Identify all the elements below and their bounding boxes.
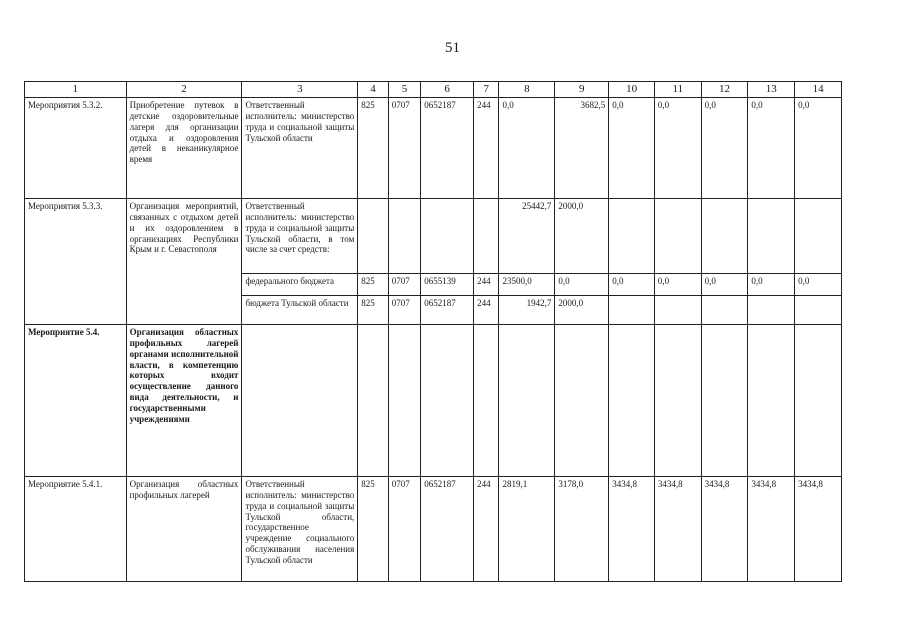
cell-col-7: 244 (474, 274, 499, 296)
column-header: 10 (609, 82, 655, 98)
column-header: 2 (126, 82, 242, 98)
cell-col-8: 1942,7 (499, 296, 555, 325)
cell-col-13: 0,0 (748, 274, 795, 296)
responsible-executor (242, 325, 358, 477)
activity-description: Организация областных профильных лагерей органами исполнительной власти, в компетенцию которых входит осуществление данного вида деятельности, и государственными учреждениями (126, 325, 242, 477)
column-header: 5 (388, 82, 421, 98)
cell-col-13 (748, 325, 795, 477)
cell-col-12 (701, 296, 748, 325)
funding-source-label: федерального бюджета (242, 274, 358, 296)
cell-col-7: 244 (474, 296, 499, 325)
cell-col-5: 0707 (388, 274, 421, 296)
activity-description: Организация мероприятий, связанных с отдыхом детей и их оздоровлением в организациях Республики Крым и г. Севастополя (126, 199, 242, 325)
activity-code: Мероприятие 5.4. (25, 325, 127, 477)
cell-col-4: 825 (358, 98, 388, 199)
cell-col-11 (654, 325, 701, 477)
responsible-executor: Ответственный исполнитель: министерство труда и социальной защиты Тульской области, в том числе за счет средств: (242, 199, 358, 274)
cell-col-11: 0,0 (654, 274, 701, 296)
column-header: 1 (25, 82, 127, 98)
activity-code: Мероприятие 5.4.1. (25, 477, 127, 582)
cell-col-14: 3434,8 (795, 477, 842, 582)
column-header: 13 (748, 82, 795, 98)
cell-col-10: 0,0 (609, 274, 655, 296)
column-header: 6 (421, 82, 474, 98)
cell-col-8 (499, 325, 555, 477)
table-row-5-4 (25, 325, 842, 477)
cell-col-11: 0,0 (654, 98, 701, 199)
column-header: 9 (555, 82, 609, 98)
activity-description: Приобретение путевок в детские оздоровительные лагеря для организации отдыха и оздоровления детей в неканикулярное время (126, 98, 242, 199)
cell-col-6: 0652187 (421, 98, 474, 199)
activity-code: Мероприятия 5.3.2. (25, 98, 127, 199)
cell-col-7: 244 (474, 477, 499, 582)
cell-col-10 (609, 325, 655, 477)
cell-col-8: 0,0 (499, 98, 555, 199)
column-header: 11 (654, 82, 701, 98)
cell-col-6: 0652187 (421, 477, 474, 582)
cell-col-10: 0,0 (609, 98, 655, 199)
column-header: 14 (795, 82, 842, 98)
cell-col-5 (388, 325, 421, 477)
activity-code: Мероприятия 5.3.3. (25, 199, 127, 325)
cell-col-8: 2819,1 (499, 477, 555, 582)
funding-source-label: бюджета Тульской области (242, 296, 358, 325)
cell-col-8: 23500,0 (499, 274, 555, 296)
cell-col-10 (609, 199, 655, 274)
cell-col-6 (421, 325, 474, 477)
cell-col-14: 0,0 (795, 98, 842, 199)
cell-col-7: 244 (474, 98, 499, 199)
cell-col-10 (609, 296, 655, 325)
cell-col-14: 0,0 (795, 274, 842, 296)
cell-col-9 (555, 325, 609, 477)
column-header: 4 (358, 82, 388, 98)
cell-col-9: 3178,0 (555, 477, 609, 582)
column-header: 12 (701, 82, 748, 98)
cell-col-12 (701, 199, 748, 274)
cell-col-7 (474, 325, 499, 477)
cell-col-6: 0652187 (421, 296, 474, 325)
page-number: 51 (445, 40, 460, 56)
cell-col-11: 3434,8 (654, 477, 701, 582)
cell-col-5: 0707 (388, 477, 421, 582)
cell-col-4 (358, 325, 388, 477)
cell-col-14 (795, 199, 842, 274)
cell-col-11 (654, 199, 701, 274)
cell-col-9: 2000,0 (555, 199, 609, 274)
cell-col-12: 0,0 (701, 274, 748, 296)
table-row-5-4-1 (25, 477, 842, 582)
activity-description: Организация областных профильных лагерей (126, 477, 242, 582)
cell-col-9: 0,0 (555, 274, 609, 296)
cell-col-12: 0,0 (701, 98, 748, 199)
cell-col-12: 3434,8 (701, 477, 748, 582)
table-row-5-3-2 (25, 98, 842, 199)
cell-col-10: 3434,8 (609, 477, 655, 582)
cell-col-13 (748, 199, 795, 274)
column-header: 7 (474, 82, 499, 98)
cell-col-13 (748, 296, 795, 325)
cell-col-5: 0707 (388, 296, 421, 325)
table-row-5-3-3 (25, 199, 842, 274)
cell-col-14 (795, 296, 842, 325)
cell-col-8: 25442,7 (499, 199, 555, 274)
cell-col-7 (474, 199, 499, 274)
cell-col-9: 3682,5 (555, 98, 609, 199)
cell-col-5: 0707 (388, 98, 421, 199)
cell-col-4: 825 (358, 477, 388, 582)
cell-col-9: 2000,0 (555, 296, 609, 325)
responsible-executor: Ответственный исполнитель: министерство труда и социальной защиты Тульской области, государственное учреждение социального обслуживания населения Тульской области (242, 477, 358, 582)
cell-col-11 (654, 296, 701, 325)
responsible-executor: Ответственный исполнитель: министерство труда и социальной защиты Тульской области (242, 98, 358, 199)
cell-col-6: 0655139 (421, 274, 474, 296)
cell-col-5 (388, 199, 421, 274)
cell-col-13: 3434,8 (748, 477, 795, 582)
cell-col-4: 825 (358, 296, 388, 325)
column-header: 8 (499, 82, 555, 98)
cell-col-4 (358, 199, 388, 274)
cell-col-6 (421, 199, 474, 274)
cell-col-14 (795, 325, 842, 477)
cell-col-4: 825 (358, 274, 388, 296)
table-header-row (25, 82, 842, 98)
column-header: 3 (242, 82, 358, 98)
program-activities-table (24, 81, 842, 582)
cell-col-12 (701, 325, 748, 477)
cell-col-13: 0,0 (748, 98, 795, 199)
